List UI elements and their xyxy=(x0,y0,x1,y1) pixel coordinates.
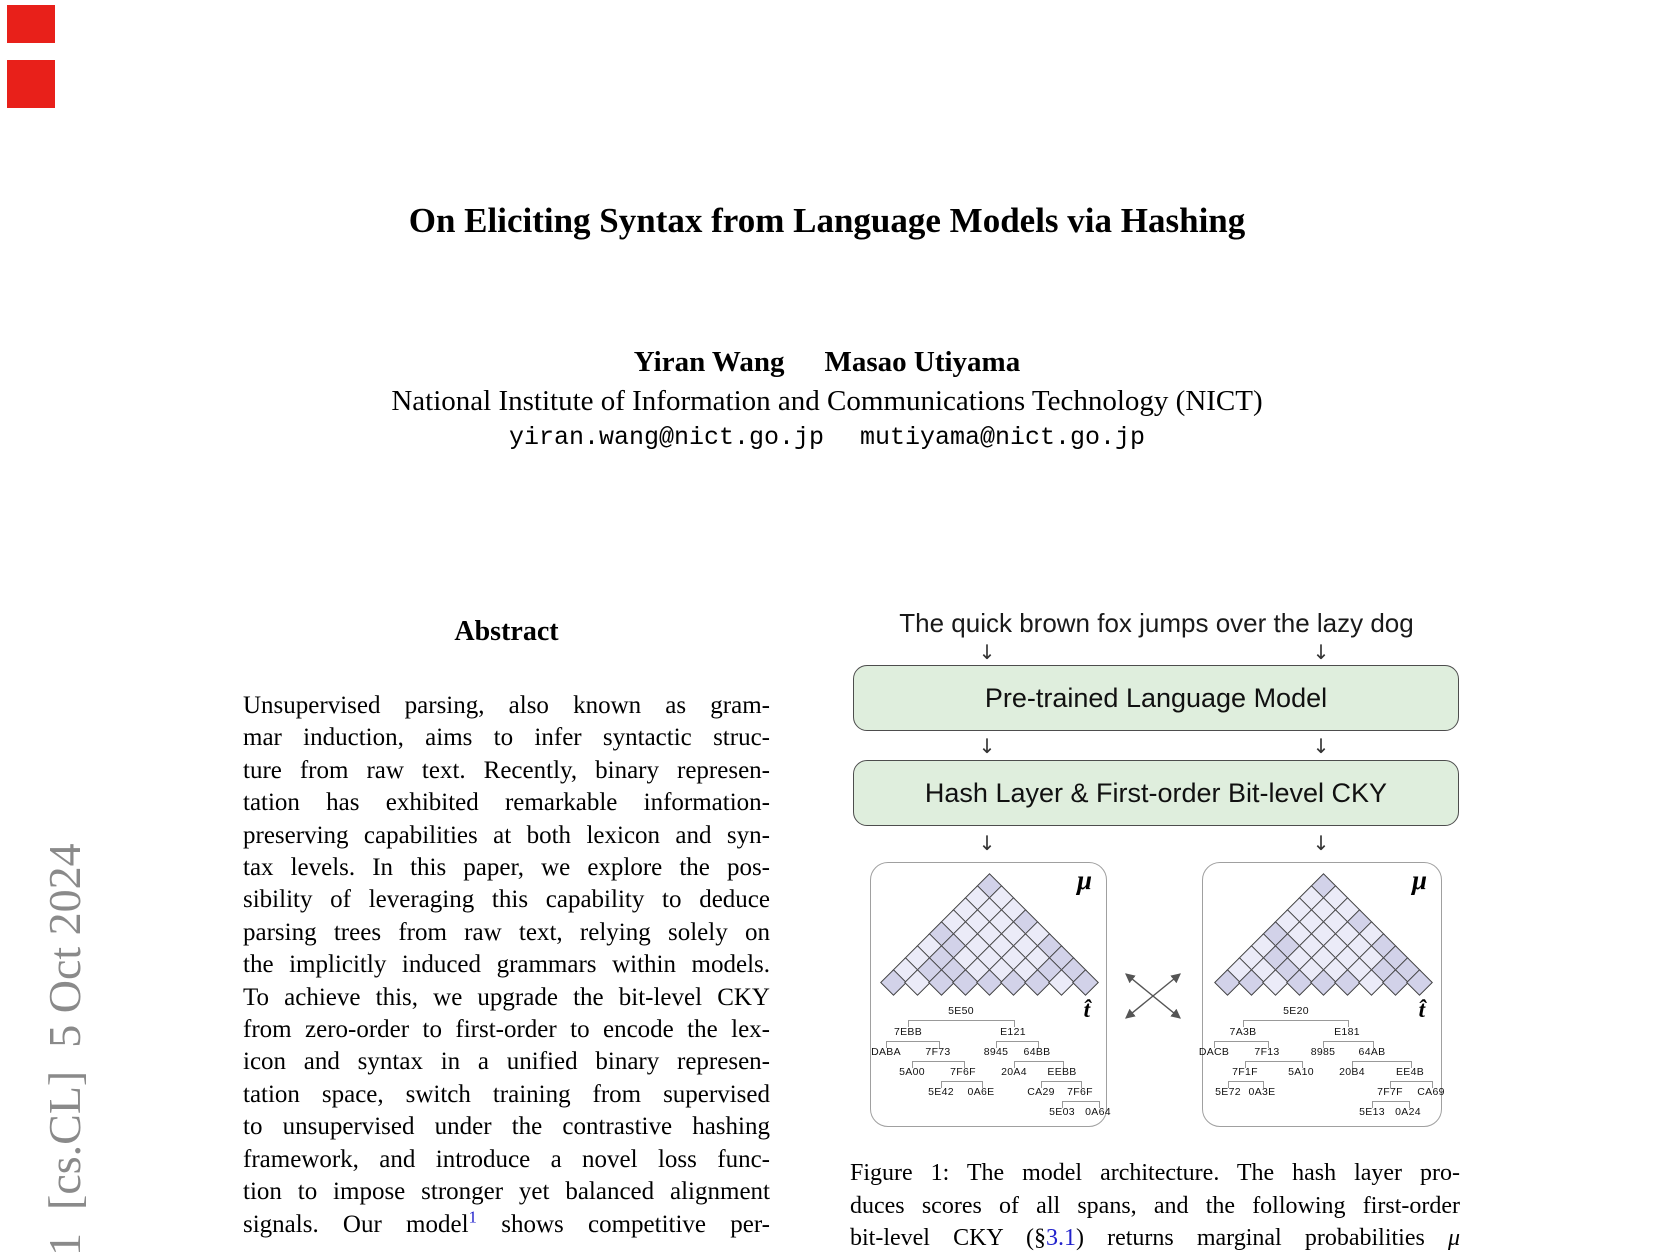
caption-line: Figure 1: The model architecture. The hash layer pro- xyxy=(850,1160,1460,1186)
down-arrow-icon: ↓ xyxy=(1312,640,1330,664)
abstract-heading: Abstract xyxy=(454,616,559,647)
down-arrow-icon: ↓ xyxy=(978,640,996,664)
swap-arrows-icon xyxy=(1120,966,1186,1026)
t-hat-label: t̂ xyxy=(1418,997,1425,1022)
figure-caption xyxy=(850,1157,1460,1255)
down-arrow-icon: ↓ xyxy=(978,734,996,758)
abstract-text: shows competitive per- xyxy=(477,1210,770,1238)
tree-node: 0A64 xyxy=(1085,1106,1111,1118)
tree-node: 0A3E xyxy=(1248,1086,1276,1098)
abstract-line: tion to impose stronger yet balanced alignment xyxy=(243,1178,770,1206)
arxiv-stamp: 1 [cs.CL] 5 Oct 2024 xyxy=(39,843,90,1256)
figure-input-sentence: The quick brown fox jumps over the lazy dog xyxy=(899,608,1414,638)
author-name: Masao Utiyama xyxy=(824,346,1021,378)
abstract-line: to unsupervised under the contrastive hashing xyxy=(243,1113,770,1141)
abstract-line: from zero-order to first-order to encode the lex- xyxy=(243,1016,770,1044)
abstract-line: tax levels. In this paper, we explore the pos- xyxy=(243,854,770,882)
down-arrow-icon: ↓ xyxy=(1312,734,1330,758)
caption-line: duces scores of all spans, and the following first-order xyxy=(850,1192,1460,1219)
author-name: Yiran Wang xyxy=(633,346,785,378)
abstract-line: tation space, switch training from supervised xyxy=(243,1080,770,1108)
pretrained-lm-block: Pre-trained Language Model xyxy=(853,665,1459,731)
tree-node: EEBB xyxy=(1047,1066,1077,1078)
abstract-body xyxy=(243,690,770,1241)
affiliation: National Institute of Information and Communications Technology (NICT) xyxy=(391,385,1263,417)
author-list xyxy=(0,344,1654,380)
down-arrow-icon: ↓ xyxy=(978,831,996,855)
mu-label: μ xyxy=(1411,865,1427,895)
caption-text: bit-level CKY (§ xyxy=(850,1225,1046,1252)
tree-node: 8945 xyxy=(983,1046,1009,1058)
tree-node: 5E03 xyxy=(1049,1106,1075,1118)
abstract-line: mar induction, aims to infer syntactic struc- xyxy=(243,724,770,752)
tree-node: 5E72 xyxy=(1215,1086,1241,1098)
abstract-line: preserving capabilities at both lexicon and syn- xyxy=(243,821,770,849)
tree-bracket xyxy=(908,1020,1015,1027)
tree-node: 5E42 xyxy=(928,1086,954,1098)
tree-node: 5E20 xyxy=(1283,1005,1309,1017)
abstract-line: icon and syntax in a unified binary represen- xyxy=(243,1048,770,1076)
tree-node: 8985 xyxy=(1310,1046,1336,1058)
mu-symbol: μ xyxy=(1447,1225,1460,1252)
tree-node: 7EBB xyxy=(893,1026,923,1038)
tree-node: 7F6F xyxy=(950,1066,976,1078)
tree-node: E181 xyxy=(1334,1026,1360,1038)
footnote-ref-link[interactable]: 1 xyxy=(468,1207,478,1227)
tree-node: 7F13 xyxy=(1254,1046,1280,1058)
caption-text: ) returns marginal probabilities xyxy=(1075,1225,1448,1252)
tree-node: EE4B xyxy=(1395,1066,1425,1078)
red-annotation-mark xyxy=(7,5,55,43)
abstract-line: sibility of leveraging this capability to deduce xyxy=(243,886,770,914)
tree-node: 7F1F xyxy=(1232,1066,1258,1078)
tree-node: DACB xyxy=(1198,1046,1230,1058)
tree-node: 64BB xyxy=(1023,1046,1051,1058)
tree-node: 0A24 xyxy=(1395,1106,1421,1118)
tree-node: 20B4 xyxy=(1339,1066,1365,1078)
email-address: mutiyama@nict.go.jp xyxy=(860,423,1146,452)
tree-node: CA29 xyxy=(1027,1086,1055,1098)
abstract-line xyxy=(243,1209,770,1241)
tree-node: 5E13 xyxy=(1359,1106,1385,1118)
abstract-line: To achieve this, we upgrade the bit-level CKY xyxy=(243,983,770,1011)
section-ref-link[interactable]: 3.1 xyxy=(1045,1225,1076,1252)
tree-node: 64AB xyxy=(1358,1046,1386,1058)
abstract-line: ture from raw text. Recently, binary represen- xyxy=(243,756,770,784)
tree-node: 7A3B xyxy=(1229,1026,1257,1038)
abstract-text: signals. Our model xyxy=(243,1210,469,1238)
tree-node: 5E50 xyxy=(948,1005,974,1017)
tree-node: 5A10 xyxy=(1288,1066,1314,1078)
tree-node: 7F6F xyxy=(1067,1086,1093,1098)
tree-node: 5A00 xyxy=(899,1066,925,1078)
abstract-line: parsing trees from raw text, relying solely on xyxy=(243,918,770,946)
t-hat-label: t̂ xyxy=(1083,997,1090,1022)
red-annotation-mark xyxy=(7,60,55,108)
mu-label: μ xyxy=(1076,865,1092,895)
abstract-line: framework, and introduce a novel loss func- xyxy=(243,1145,770,1173)
abstract-line: Unsupervised parsing, also known as gram- xyxy=(243,692,770,719)
tree-node: CA69 xyxy=(1417,1086,1445,1098)
tree-node: 20A4 xyxy=(1001,1066,1027,1078)
tree-node: 7F7F xyxy=(1377,1086,1403,1098)
tree-node: DABA xyxy=(871,1046,901,1058)
email-address: yiran.wang@nict.go.jp xyxy=(508,423,824,452)
email-line xyxy=(0,422,1654,454)
tree-node: 0A6E xyxy=(967,1086,995,1098)
paper-title: On Eliciting Syntax from Language Models via Hashing xyxy=(408,201,1246,240)
tree-node: E121 xyxy=(1000,1026,1026,1038)
tree-node: 7F73 xyxy=(925,1046,951,1058)
tree-bracket xyxy=(1243,1020,1349,1027)
down-arrow-icon: ↓ xyxy=(1312,831,1330,855)
abstract-line: the implicitly induced grammars within models. xyxy=(243,951,770,979)
hash-cky-block: Hash Layer & First-order Bit-level CKY xyxy=(853,760,1459,826)
abstract-line: tation has exhibited remarkable information- xyxy=(243,789,770,817)
caption-line xyxy=(850,1222,1460,1255)
